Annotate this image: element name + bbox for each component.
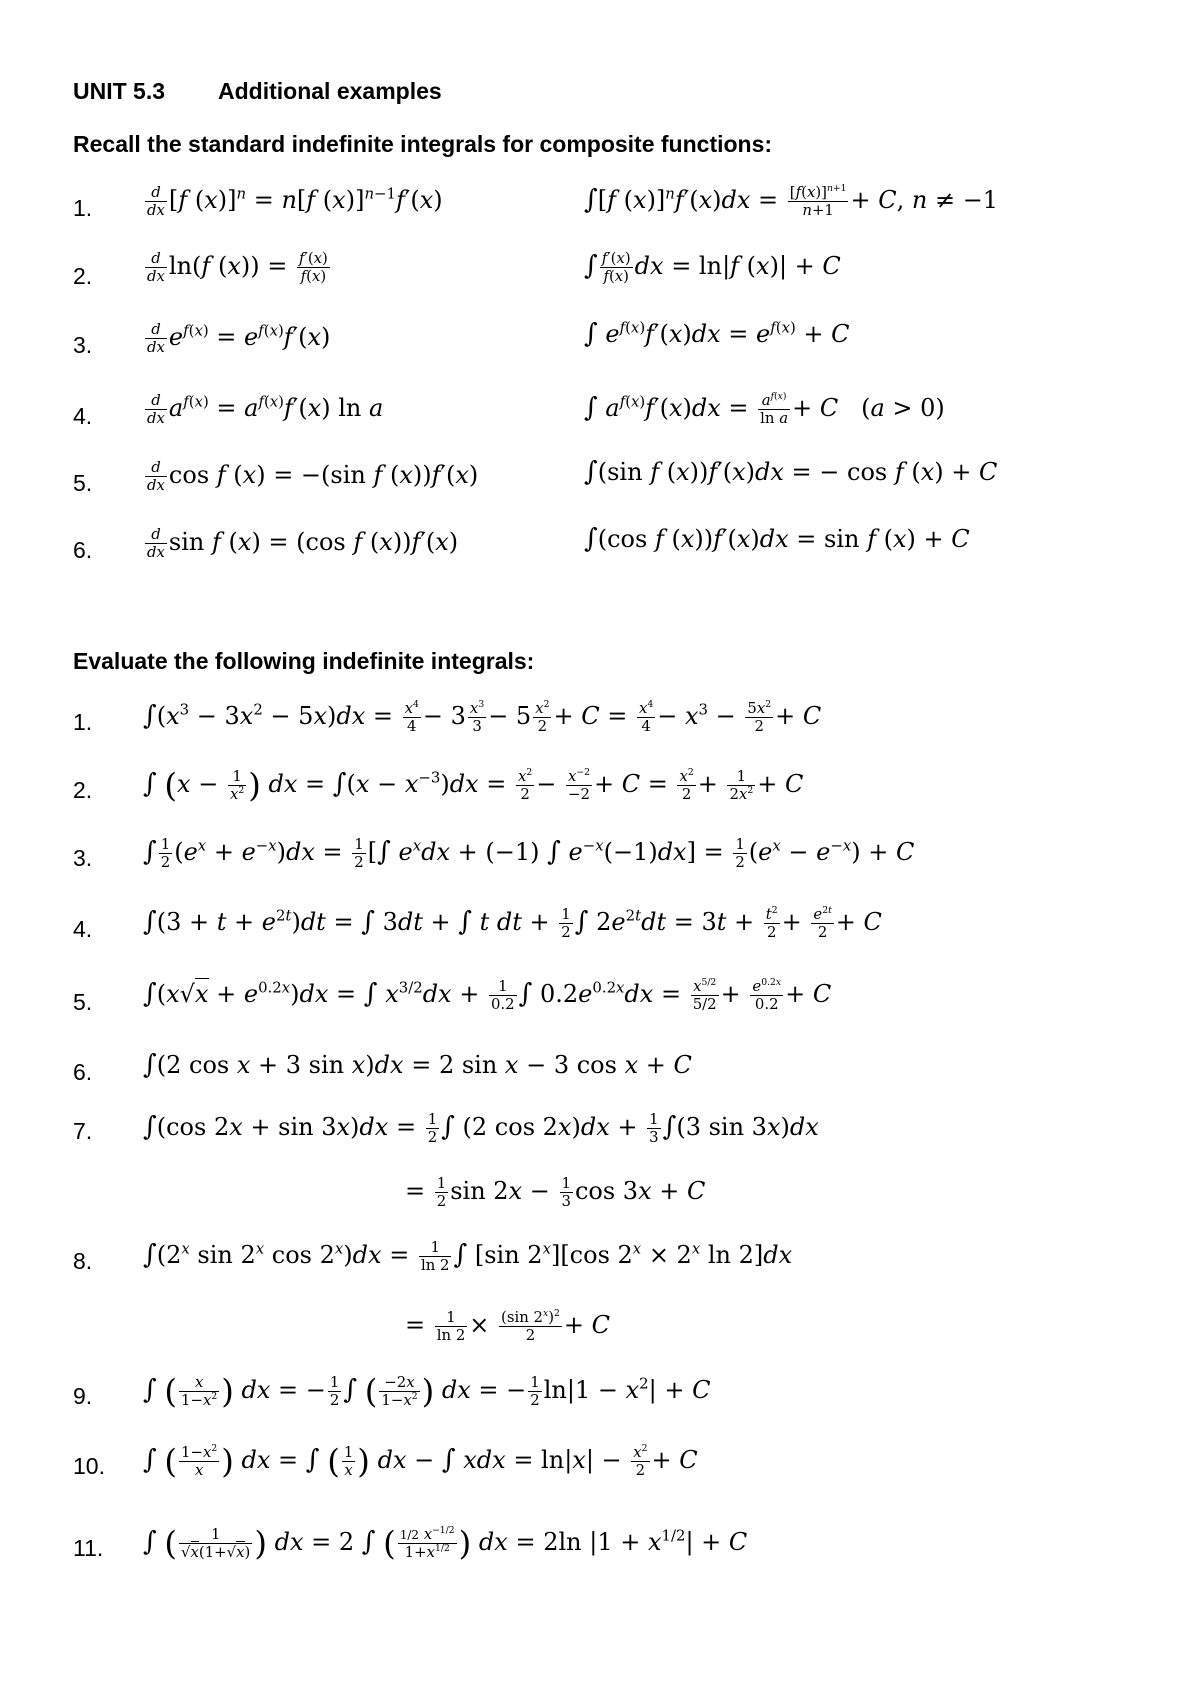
example-equation-11: ∫ ( $\frac{1}{√x(1+√x)}$ ) dx = 2 ∫ ( $\frac{1/2 x^{-1/2}}{1+x^{1/2}}$ ) dx = 2ln $|1 + x^{1/2}| + C$ — [143, 1524, 748, 1563]
example-equation-6: ∫(2 cos x + 3 sin x)dx = 2 sin x − 3 cos x + C — [143, 1049, 692, 1080]
derivative-formula-1: $\frac{d}{dx}$ [f (x)]$^n$ = n[f (x)]$^{n-1}$f′(x) — [147, 183, 443, 220]
example-equation-8a: ∫(2$^x$ sin 2$^x$ $\cos 2^x)dx$ = $\frac{1}{\ln 2}$ ∫ [sin 2$^x$][cos $2^x \times 2^x$ ln 2]dx — [143, 1238, 793, 1275]
standard-number-5: 5. — [73, 470, 93, 496]
example-number-6: 6. — [73, 1059, 93, 1085]
example-equation-9: ∫ ( $\frac{x}{1-x^2}$ ) dx = − $\frac{1}{2}$ ∫ ( $\frac{-2x}{1-x^2}$ ) dx = − $\frac{1}{2}$ $\ln|1 - x^2| + C$ — [143, 1372, 711, 1411]
example-equation-3: ∫ $\frac{1}{2}$ $(e^x + e^{-x})dx$ = $\frac{1}{2}$ [∫ $e^xdx + (-1)$ ∫ $e^{-x}(-1)dx$] = $\frac{1}{2}$ $(e^x - e^{-x}) + C$ — [143, 835, 915, 872]
standard-number-3: 3. — [73, 332, 93, 358]
evaluate-heading: Evaluate the following indefinite integrals: — [73, 648, 535, 674]
recall-heading: Recall the standard indefinite integrals for composite functions: — [73, 131, 773, 157]
example-number-5: 5. — [73, 989, 93, 1015]
example-equation-7a: ∫(cos 2x + sin 3x)dx = $\frac{1}{2}$ ∫ (2 cos 2x)dx + $\frac{1}{3}$ ∫(3 sin 3x)dx — [143, 1110, 819, 1147]
example-equation-1: $\int(x^3 - 3x^2 - 5x)dx$ = $\frac{x^4}{4}$ − 3 $\frac{x^3}{3}$ − 5 $\frac{x^2}{2}$ + C = $\frac{x^4}{4}$ − $x^3$ − $\frac{5x^2}{2}$ + C — [143, 699, 822, 736]
example-number-2: 2. — [73, 777, 93, 803]
example-equation-4: $\int(3 + t + e^{2t})dt$ = ∫ 3dt + ∫ t dt + $\frac{1}{2}$ ∫ $2e^{2t}dt = 3t$ + $\frac{t^2}{2}$ + $\frac{e^{2t}}{2}$ + C — [143, 905, 882, 942]
integral-formula-3: ∫ $e^{f(x)}f'(x)dx = e^{f(x)} + C$ — [584, 318, 850, 349]
derivative-formula-4: $\frac{d}{dx}$ $a^{f(x)} = a^{f(x)}f'(x)$ ln a — [147, 391, 384, 428]
unit-label: UNIT 5.3 — [73, 78, 166, 104]
example-number-1: 1. — [73, 709, 93, 735]
integral-formula-6: ∫(cos f (x))f′(x)dx = sin f (x) + C — [584, 523, 970, 554]
example-number-9: 9. — [73, 1383, 93, 1409]
derivative-formula-5: $\frac{d}{dx}$ cos f (x) = −(sin f (x))f′(x) — [147, 458, 479, 495]
derivative-formula-6: $\frac{d}{dx}$ sin f (x) = (cos f (x))f′(x) — [147, 525, 459, 562]
example-number-7: 7. — [73, 1118, 93, 1144]
derivative-formula-3: $\frac{d}{dx}$ $e^{f(x)} = e^{f(x)}f'(x)$ — [147, 320, 331, 357]
example-number-3: 3. — [73, 845, 93, 871]
derivative-formula-2: $\frac{d}{dx}$ ln(f (x)) = $\frac{f'(x)}{f(x)}$ — [147, 249, 328, 286]
example-equation-2: ∫ (x − $\frac{1}{x^2}$ ) dx = $\int(x - x^{-3})dx$ = $\frac{x^2}{2}$ − $\frac{x^{-2}}{-2}$ + C = $\frac{x^2}{2}$ + $\frac{1}{2x^2}$ + C — [143, 766, 804, 805]
integral-formula-2: ∫ $\frac{f'(x)}{f(x)}$ dx = ln|f (x)| + C — [584, 249, 841, 286]
example-equation-8b: = $\frac{1}{\ln 2}$ × $\frac{(\sin 2^x)^2}{2}$ + C — [405, 1308, 611, 1345]
example-number-10: 10. — [73, 1453, 105, 1479]
example-number-8: 8. — [73, 1248, 93, 1274]
standard-number-2: 2. — [73, 263, 93, 289]
example-number-4: 4. — [73, 916, 93, 942]
example-equation-10: ∫ ( $\frac{1-x^2}{x}$ ) dx = ∫ ( $\frac{1}{x}$ ) dx − ∫ xdx = ln|x| − $\frac{x^2}{2}$ + C — [143, 1442, 698, 1481]
integral-formula-1: ∫[f (x)]$^n$f′(x)dx = $\frac{[f(x)]^{n+1}}{n+1}$ + C, n ≠ −1 — [584, 183, 999, 220]
example-equation-5: $\int(x√x + e^{0.2x})dx$ = ∫ $x^{3/2}dx$ + $\frac{1}{0.2}$ ∫ $0.2e^{0.2x}dx$ = $\frac{x^{5/2}}{5/2}$ + $\frac{e^{0.2x}}{0.2}$ + C — [143, 977, 832, 1014]
standard-number-4: 4. — [73, 403, 93, 429]
example-equation-7b: = $\frac{1}{2}$ sin 2x − $\frac{1}{3}$ cos 3x + C — [405, 1174, 706, 1211]
page-title: Additional examples — [218, 78, 442, 104]
integral-formula-5: ∫(sin f (x))f′(x)dx = − cos f (x) + C — [584, 456, 998, 487]
integral-formula-4: ∫ $a^{f(x)}f'(x)dx$ = $\frac{a^{f(x)}}{\text{ln a}}$ + C (a > 0) — [584, 391, 945, 428]
example-number-11: 11. — [73, 1535, 104, 1561]
standard-number-1: 1. — [73, 195, 93, 221]
standard-number-6: 6. — [73, 537, 93, 563]
